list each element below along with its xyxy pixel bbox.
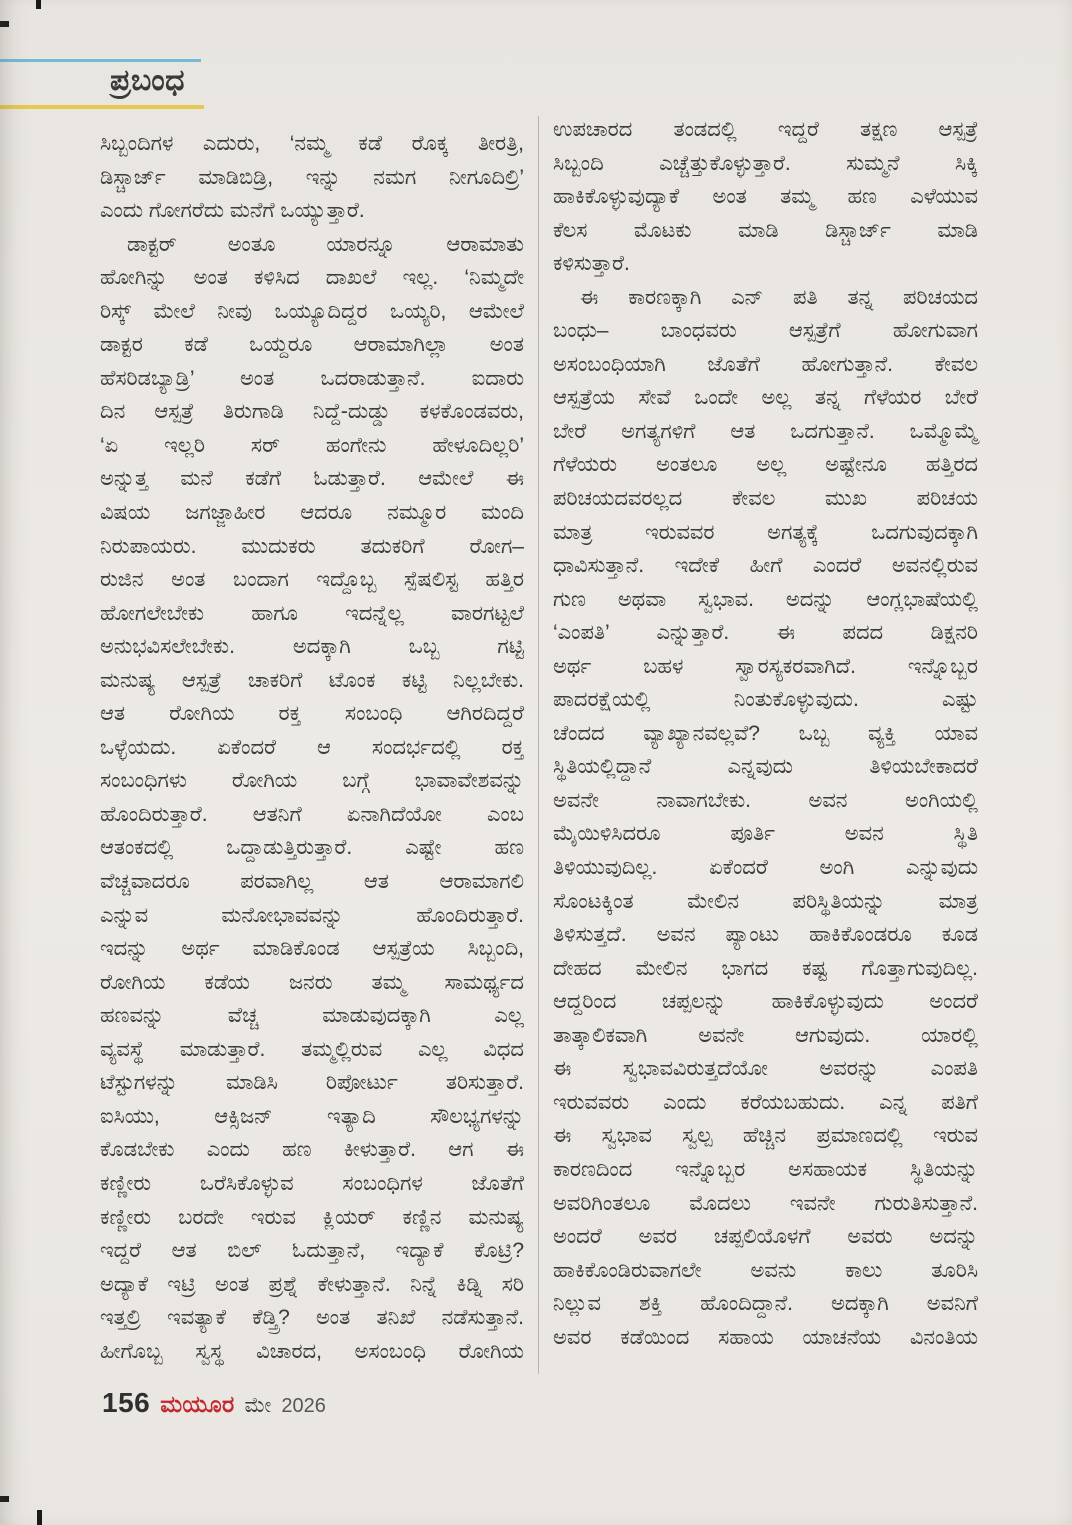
- text-line: ವಿಷಯ ಜಗಜ್ಜಾಹೀರ ಆದರೂ ನಮ್ಮೂರ ಮಂದಿ: [100, 501, 524, 525]
- text-line: ಅನುಭವಿಸಲೇಬೇಕು. ಅದಕ್ಕಾಗಿ ಒಬ್ಬ ಗಟ್ಟಿ: [100, 635, 524, 659]
- text-line: ಅನ್ನುತ್ತ ಮನೆ ಕಡೆಗೆ ಓಡುತ್ತಾರೆ. ಆಮೇಲೆ ಈ: [100, 467, 524, 491]
- text-line: ಹೆಸರಿಡಬ್ಯಾಡ್ರಿ’ ಅಂತ ಒದರಾಡುತ್ತಾನೆ. ಐದಾರು: [100, 366, 524, 390]
- text-line: ‘ಏ ಇಲ್ಲರಿ ಸರ್ ಹಂಗೇನು ಹೇಳೂದಿಲ್ಲರಿ’: [100, 433, 524, 457]
- text-line: ಇರುವವರು ಎಂದು ಕರೆಯಬಹುದು. ಎನ್ನ ಪತಿಗೆ: [553, 1090, 978, 1114]
- text-line: ಕಣ್ಣೀರು ಒರೆಸಿಕೊಳ್ಳುವ ಸಂಬಂಧಿಗಳ ಜೊತೆಗೆ: [100, 1171, 524, 1195]
- crop-mark-bottom-left-tick: [37, 1510, 42, 1525]
- magazine-logo: ಮಯೂರ: [160, 1391, 235, 1417]
- text-line: ಡಾಕ್ಟರ ಕಡೆ ಒಯ್ದರೂ ಆರಾಮಾಗಿಲ್ಲಾ ಅಂತ: [100, 333, 524, 357]
- text-line: ಅವರ ಕಡೆಯಿಂದ ಸಹಾಯ ಯಾಚನೆಯ ವಿನಂತಿಯ: [553, 1325, 978, 1349]
- text-line: ಅಂದರೆ ಅವರ ಚಪ್ಪಲಿಯೊಳಗೆ ಅವರು ಅದನ್ನು: [553, 1225, 978, 1249]
- text-line: ರೋಗಿಯ ಕಡೆಯ ಜನರು ತಮ್ಮ ಸಾಮರ್ಥ್ಯದ: [100, 970, 524, 994]
- text-line: ರಿಸ್ಕ್ ಮೇಲೆ ನೀವು ಒಯ್ಯೂದಿದ್ದರ ಒಯ್ಯರಿ, ಆಮೇಲೆ: [100, 299, 524, 323]
- text-line: ಕಾರಣದಿಂದ ಇನ್ನೊಬ್ಬರ ಅಸಹಾಯಕ ಸ್ಥಿತಿಯನ್ನು: [553, 1157, 978, 1181]
- text-line: ಇದ್ದರೆ ಆತ ಬಿಲ್ ಓದುತ್ತಾನೆ, ಇದ್ಯಾಕೆ ಕೊಟ್ರಿ?: [100, 1239, 524, 1263]
- text-line: ಆತ ರೋಗಿಯ ರಕ್ತ ಸಂಬಂಧಿ ಆಗಿರದಿದ್ದರೆ: [100, 702, 524, 726]
- text-line: ತಾತ್ಕಾಲಿಕವಾಗಿ ಅವನೇ ಆಗುವುದು. ಯಾರಲ್ಲಿ: [553, 1023, 978, 1047]
- text-line: ಸಿಬ್ಬಂದಿಗಳ ಎದುರು, ‘ನಮ್ಮ ಕಡೆ ರೊಕ್ಕ ತೀರತ್ರಿ,: [100, 132, 524, 155]
- text-line: ಎನ್ನುವ ಮನೋಭಾವವನ್ನು ಹೊಂದಿರುತ್ತಾರೆ.: [100, 903, 524, 927]
- header-rule-yellow: [0, 105, 204, 109]
- text-line: ಟೆಸ್ಟುಗಳನ್ನು ಮಾಡಿಸಿ ರಿಪೋರ್ಟು ತರಿಸುತ್ತಾರೆ.: [100, 1071, 524, 1095]
- text-line: ಅವನೇ ನಾವಾಗಬೇಕು. ಅವನ ಅಂಗಿಯಲ್ಲಿ: [553, 788, 978, 812]
- text-line: ‘ಎಂಪತಿ’ ಎನ್ನುತ್ತಾರೆ. ಈ ಪದದ ಡಿಕ್ಷನರಿ: [553, 621, 978, 645]
- text-line: ಪಾದರಕ್ಷೆಯಲ್ಲಿ ನಿಂತುಕೊಳ್ಳುವುದು. ಎಷ್ಟು: [553, 688, 978, 712]
- text-line: ಸಂಬಂಧಿಗಳು ರೋಗಿಯ ಬಗ್ಗೆ ಭಾವಾವೇಶವನ್ನು: [100, 769, 524, 793]
- text-line: ಹೋಗಿನ್ನು ಅಂತ ಕಳಿಸಿದ ದಾಖಲೆ ಇಲ್ಲ. ‘ನಿಮ್ಮದೇ: [100, 266, 524, 290]
- issue-month: ಮೇ: [244, 1394, 272, 1417]
- text-line: ಗೆಳೆಯರು ಅಂತಲೂ ಅಲ್ಲ ಅಷ್ಟೇನೂ ಹತ್ತಿರದ: [553, 453, 978, 477]
- text-line: ಆಸ್ಪತ್ರೆಯ ಸೇವೆ ಒಂದೇ ಅಲ್ಲ ತನ್ನ ಗೆಳೆಯರ ಬೇರೆ: [553, 386, 978, 410]
- text-line: ಅರ್ಥ ಬಹಳ ಸ್ವಾರಸ್ಯಕರವಾಗಿದೆ. ಇನ್ನೊಬ್ಬರ: [553, 654, 978, 678]
- text-line: ಇತ್ತಲ್ರಿ ಇವತ್ಯಾಕೆ ಕೆಡ್ತ್ರಿ? ಅಂತ ತನಿಖೆ ನಡೆಸುತ್ತಾನೆ.: [100, 1306, 524, 1330]
- text-line: ಹೀಗೊಬ್ಬ ಸ್ವಸ್ಥ ವಿಚಾರದ, ಅಸಂಬಂಧಿ ರೋಗಿಯ: [100, 1339, 524, 1363]
- text-line: ಸೊಂಟಕ್ಕಿಂತ ಮೇಲಿನ ಪರಿಸ್ಥಿತಿಯನ್ನು ಮಾತ್ರ: [553, 889, 978, 913]
- text-line: ಅದ್ಯಾಕೆ ಇಟ್ರಿ ಅಂತ ಪ್ರಶ್ನೆ ಕೇಳುತ್ತಾನೆ. ನಿನ್ನೆ ಕಿಡ್ನಿ ಸರಿ: [100, 1272, 524, 1296]
- text-line: ಹೊಂದಿರುತ್ತಾರೆ. ಆತನಿಗೆ ಏನಾಗಿದೆಯೋ ಎಂಬ: [100, 802, 524, 826]
- column-left: [100, 127, 524, 1368]
- text-line: ಈ ಸ್ವಭಾವವಿರುತ್ತದೆಯೋ ಅವರನ್ನು ಎಂಪತಿ: [553, 1057, 978, 1081]
- text-line: ಕೆಲಸ ಮೊಟಕು ಮಾಡಿ ಡಿಸ್ಚಾರ್ಜ್ ಮಾಡಿ: [553, 218, 978, 242]
- text-line: ಮನುಷ್ಯ ಆಸ್ಪತ್ರೆ ಚಾಕರಿಗೆ ಟೊಂಕ ಕಟ್ಟಿ ನಿಲ್ಲಬೇಕು.: [100, 668, 524, 692]
- text-line: ದಿನ ಆಸ್ಪತ್ರೆ ತಿರುಗಾಡಿ ನಿದ್ದೆ-ದುಡ್ಡು ಕಳಕೊಂಡವರು,: [100, 400, 524, 424]
- text-line: ನಿರುಪಾಯರು. ಮುದುಕರು ತದುಕರಿಗೆ ರೋಗ–: [100, 534, 524, 558]
- text-line: ಐಸಿಯು, ಆಕ್ಸಿಜನ್ ಇತ್ಯಾದಿ ಸೌಲಭ್ಯಗಳನ್ನು: [100, 1104, 524, 1128]
- text-line: ಅಸಂಬಂಧಿಯಾಗಿ ಜೊತೆಗೆ ಹೋಗುತ್ತಾನೆ. ಕೇವಲ: [553, 352, 978, 376]
- text-line: ಹೋಗಲೇಬೇಕು ಹಾಗೂ ಇದನ್ನೆಲ್ಲ ವಾರಗಟ್ಟಲೆ: [100, 601, 524, 625]
- text-line: ಆತಂಕದಲ್ಲಿ ಒದ್ದಾಡುತ್ತಿರುತ್ತಾರೆ. ಎಷ್ಟೇ ಹಣ: [100, 836, 524, 860]
- text-line: ಉಪಚಾರದ ತಂಡದಲ್ಲಿ ಇದ್ದರೆ ತಕ್ಷಣ ಆಸ್ಪತ್ರೆ: [553, 118, 978, 141]
- text-line: ತಿಳಿಯುವುದಿಲ್ಲ. ಏಕೆಂದರೆ ಅಂಗಿ ಎನ್ನುವುದು: [553, 856, 978, 880]
- text-line: ಬೇರೆ ಅಗತ್ಯಗಳಿಗೆ ಆತ ಒದಗುತ್ತಾನೆ. ಒಮ್ಮೊಮ್ಮೆ: [553, 419, 978, 443]
- section-title: ಪ್ರಬಂಧ: [110, 64, 186, 97]
- text-line: ಗುಣ ಅಥವಾ ಸ್ವಭಾವ. ಅದನ್ನು ಆಂಗ್ಲಭಾಷೆಯಲ್ಲಿ: [553, 587, 978, 611]
- text-line: ಕಣ್ಣೀರು ಬರದೇ ಇರುವ ಕ್ಲಿಯರ್ ಕಣ್ಣಿನ ಮನುಷ್ಯ: [100, 1205, 524, 1229]
- text-line: ವೆಚ್ಚವಾದರೂ ಪರವಾಗಿಲ್ಲ ಆತ ಆರಾಮಾಗಲಿ: [100, 870, 524, 894]
- text-line: ಡಿಸ್ಚಾರ್ಜ್ ಮಾಡಿಬಿಡ್ರಿ, ಇನ್ನು ನಮಗ ನೀಗೂದಿಲ್ರಿ’: [100, 165, 524, 189]
- crop-mark-bottom-left-dash: [0, 1496, 9, 1502]
- page-footer: [102, 1387, 326, 1419]
- text-line: ಈ ಕಾರಣಕ್ಕಾಗಿ ಎನ್ ಪತಿ ತನ್ನ ಪರಿಚಯದ: [580, 285, 978, 309]
- text-line: ಪರಿಚಯದವರಲ್ಲದ ಕೇವಲ ಮುಖ ಪರಿಚಯ: [553, 487, 978, 511]
- text-line: ಹಾಕಿಕೊಂಡಿರುವಾಗಲೇ ಅವನು ಕಾಲು ತೂರಿಸಿ: [553, 1258, 978, 1282]
- crop-mark-top-left-tick: [36, 0, 41, 9]
- text-line: ಚೆಂದದ ವ್ಯಾಖ್ಯಾನವಲ್ಲವೆ? ಒಬ್ಬ ವ್ಯಕ್ತಿ ಯಾವ: [553, 721, 978, 745]
- text-line: ಸ್ಥಿತಿಯಲ್ಲಿದ್ದಾನೆ ಎನ್ನವುದು ತಿಳಿಯಬೇಕಾದರೆ: [553, 755, 978, 779]
- text-line: ವ್ಯವಸ್ಥೆ ಮಾಡುತ್ತಾರೆ. ತಮ್ಮಲ್ಲಿರುವ ಎಲ್ಲ ವಿಧದ: [100, 1037, 524, 1061]
- text-line: ಧಾವಿಸುತ್ತಾನೆ. ಇದೇಕೆ ಹೀಗೆ ಎಂದರೆ ಅವನಲ್ಲಿರುವ: [553, 554, 978, 578]
- text-line: ಎಂದು ಗೋಗರೆದು ಮನೆಗೆ ಒಯ್ಯುತ್ತಾರೆ.: [100, 199, 365, 223]
- text-line: ದೇಹದ ಮೇಲಿನ ಭಾಗದ ಕಷ್ಟ ಗೊತ್ತಾಗುವುದಿಲ್ಲ.: [553, 956, 978, 980]
- text-line: ಒಳ್ಳೆಯದು. ಏಕೆಂದರೆ ಆ ಸಂದರ್ಭದಲ್ಲಿ ರಕ್ತ: [100, 735, 524, 759]
- text-line: ಡಾಕ್ಟರ್ ಅಂತೂ ಯಾರನ್ನೂ ಆರಾಮಾತು: [127, 232, 524, 256]
- text-line: ಹಣವನ್ನು ವೆಚ್ಚ ಮಾಡುವುದಕ್ಕಾಗಿ ಎಲ್ಲ: [100, 1004, 524, 1028]
- crop-mark-top-left-dash: [0, 21, 9, 27]
- text-line: ಕೊಡಬೇಕು ಎಂದು ಹಣ ಕೀಳುತ್ತಾರೆ. ಆಗ ಈ: [100, 1138, 524, 1162]
- page-number: 156: [102, 1387, 151, 1418]
- text-line: ತಿಳಿಸುತ್ತದೆ. ಅವನ ಪ್ಯಾಂಟು ಹಾಕಿಕೊಂಡರೂ ಕೂಡ: [553, 923, 978, 947]
- text-line: ಮೈಯಿಳಿಸಿದರೂ ಪೂರ್ತಿ ಅವನ ಸ್ಥಿತಿ: [553, 822, 978, 846]
- text-line: ಬಂಧು– ಬಾಂಧವರು ಆಸ್ಪತ್ರೆಗೆ ಹೋಗುವಾಗ: [553, 319, 978, 343]
- issue-year: 2026: [281, 1395, 326, 1417]
- text-line: ಕಳಿಸುತ್ತಾರೆ.: [553, 252, 630, 276]
- text-line: ಈ ಸ್ವಭಾವ ಸ್ವಲ್ಪ ಹೆಚ್ಚಿನ ಪ್ರಮಾಣದಲ್ಲಿ ಇರುವ: [553, 1124, 978, 1148]
- text-line: ಸಿಬ್ಬಂದಿ ಎಚ್ಚೆತ್ತುಕೊಳ್ಳುತ್ತಾರೆ. ಸುಮ್ಮನೆ ಸಿಕ್ಕಿ: [553, 151, 978, 175]
- text-line: ಇದನ್ನು ಅರ್ಥ ಮಾಡಿಕೊಂಡ ಆಸ್ಪತ್ರೆಯ ಸಿಬ್ಬಂದಿ,: [100, 937, 524, 961]
- text-line: ರುಜಿನ ಅಂತ ಬಂದಾಗ ಇದ್ದೊಬ್ಬ ಸ್ಪೆಷಲಿಸ್ಟ ಹತ್ತಿರ: [100, 568, 524, 592]
- column-divider: [538, 116, 539, 1374]
- column-right: [553, 113, 978, 1354]
- text-line: ಹಾಕಿಕೊಳ್ಳುವುದ್ಯಾಕೆ ಅಂತ ತಮ್ಮ ಹಣ ಎಳೆಯುವ: [553, 185, 978, 209]
- text-line: ಆದ್ದರಿಂದ ಚಪ್ಪಲನ್ನು ಹಾಕಿಕೊಳ್ಳುವುದು ಅಂದರೆ: [553, 990, 978, 1014]
- text-line: ನಿಲ್ಲುವ ಶಕ್ತಿ ಹೊಂದಿದ್ದಾನೆ. ಅದಕ್ಕಾಗಿ ಅವನಿಗೆ: [553, 1292, 978, 1316]
- text-line: ಅವರಿಗಿಂತಲೂ ಮೊದಲು ಇವನೇ ಗುರುತಿಸುತ್ತಾನೆ.: [553, 1191, 978, 1215]
- text-line: ಮಾತ್ರ ಇರುವವರ ಅಗತ್ಯಕ್ಕೆ ಒದಗುವುದಕ್ಕಾಗಿ: [553, 520, 978, 544]
